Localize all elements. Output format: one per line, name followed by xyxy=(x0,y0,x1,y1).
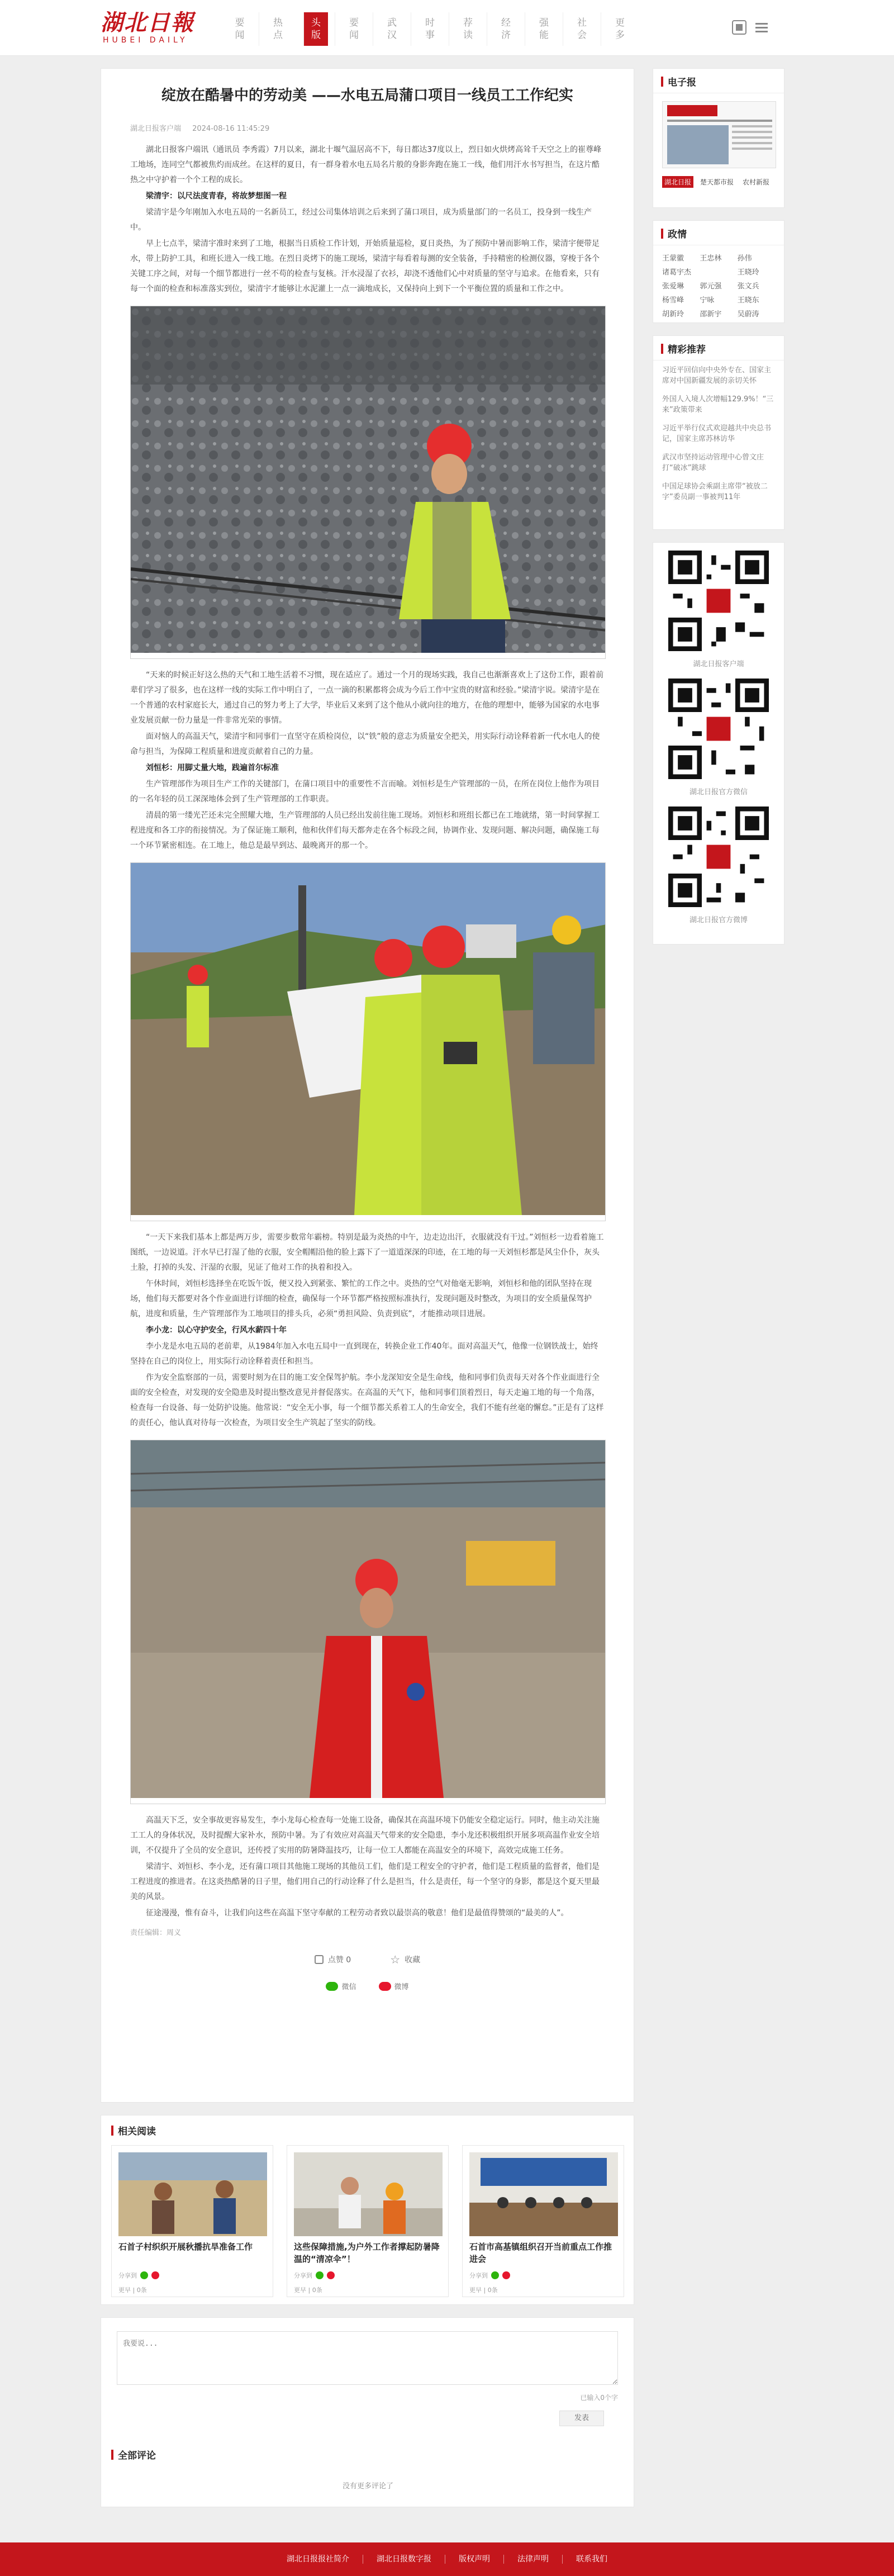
nav-item[interactable]: 时 事 xyxy=(411,12,449,46)
related-card-time: 更早 | 0条 xyxy=(118,2286,147,2294)
wechat-icon[interactable] xyxy=(491,2271,499,2279)
recommend-panel xyxy=(653,335,784,530)
footer-link[interactable]: 联系我们 xyxy=(576,2555,607,2564)
comments-empty: 没有更多评论了 xyxy=(342,2482,393,2490)
epaper-thumbnail[interactable] xyxy=(662,101,776,168)
related-card-src: 分享到 xyxy=(118,2272,137,2279)
nav-item[interactable]: 更 多 xyxy=(601,12,639,46)
epaper-tab[interactable]: 楚天都市报 xyxy=(700,178,734,186)
official-link[interactable]: 张文兵 xyxy=(737,282,759,291)
para: 梁清宇、刘恒杉、李小龙，还有蒲口项目其他施工现场的其他员工们，他们是工程安全的守护者，他们是工程质量的监督者，他们是工程进度的推进者。在这炎热酷暑的日子里，他们用自己的行动诠释了什么是担当，什么是责任，每一个坚守的身影，都是这个夏天里最美的风景。 xyxy=(130,1862,600,1901)
weibo-icon[interactable] xyxy=(151,2271,159,2279)
official-link[interactable]: 王晓东 xyxy=(737,296,759,305)
related-card-title: 石首子村织织开展秋播抗旱准备工作 xyxy=(118,2242,253,2252)
send-comment-button[interactable]: 发表 xyxy=(559,2411,604,2426)
qrcode-icon[interactable] xyxy=(732,20,746,35)
qr-code-app xyxy=(668,551,769,651)
qr-label: 湖北日报客户端 xyxy=(693,660,744,668)
nav-item[interactable]: 要 闻 xyxy=(235,17,245,41)
officials-list xyxy=(653,245,784,325)
related-card[interactable] xyxy=(111,2145,273,2297)
subheading: 刘恒杉：用脚丈量大地，践遍首尔标准 xyxy=(146,763,279,772)
nav-item[interactable]: 强 能 xyxy=(525,12,563,46)
section-marker xyxy=(661,229,663,239)
para: “一天下来我们基本上都是两万步，需要步数常年霸榜。特别是最为炎热的中午，边走边出汗，衣服就没有干过。”刘恒杉一边看着施工图纸，一边说道。汗水早已打湿了他的衣服，安全帽帽沿他的脸上露下了一道道深深的印迹，在工地的每一天刘恒杉都是风尘仆仆，灰头土脸，打掉的头发、汗湿的衣服，见证了他对工作的执着和投入。 xyxy=(130,1233,604,1272)
nav-item[interactable]: 荐 读 xyxy=(449,12,487,46)
para: 作为安全监察部的一员，需要时刻为在目的施工安全保驾护航。李小龙深知安全是生命线，他和同事们负责每天对各个作业面进行全面的安全检查，对发现的安全隐患及时提出整改意见并督促落实。在高温的天气下，他和同事们顶着烈日，每天走遍工地的每一个角落，检查每一台设备、每一处防护设施。他常说：“安全无小事，每一个细节都关系着工人的生命安全，我们不能有丝毫的懈怠。”正是有了这样的责任心，他认真对待每一次检查，为项目安全生产筑起了坚实的防线。 xyxy=(130,1373,604,1427)
official-link[interactable]: 王忠林 xyxy=(700,254,722,263)
section-marker xyxy=(111,2450,113,2460)
nav-item[interactable]: 经 济 xyxy=(487,12,525,46)
para: 面对恼人的高温天气，梁清宇和同事们一直坚守在质检岗位，以“铁”般的意志为质量安全把关，用实际行动诠释着新一代水电人的使命与担当，为保障工程质量和进度贡献着自己的力量。 xyxy=(130,732,600,756)
para: 梁清宇是今年刚加入水电五局的一名新员工，经过公司集体培训之后来到了蒲口项目，成为质量部门的一名员工，投身到一线生产中。 xyxy=(130,208,592,232)
article-panel xyxy=(101,68,634,2103)
official-link[interactable]: 孙伟 xyxy=(737,254,752,263)
menu-icon[interactable] xyxy=(754,20,769,35)
recommend-link[interactable]: 外国人入境人次增幅129.9%！“三来”政策带来 xyxy=(662,395,774,414)
official-link[interactable]: 吴蔚涛 xyxy=(737,310,759,319)
related-card-image xyxy=(469,2152,618,2236)
official-link[interactable]: 王晓玲 xyxy=(737,268,759,277)
para: 李小龙是水电五局的老前辈，从1984年加入水电五局中一直到现在，转换企业工作40年。面对高温天气，他像一位钢铁战士，始终坚持在自己的岗位上，用实际行动诠释着责任和担当。 xyxy=(130,1342,598,1366)
all-comments-title: 全部评论 xyxy=(118,2450,156,2461)
related-title: 相关阅读 xyxy=(118,2126,156,2137)
recommend-link[interactable]: 习近平回信向中央外专在、国家主席对中国新疆发展的亲切关怀 xyxy=(662,366,772,385)
collect-button[interactable] xyxy=(390,1954,420,1965)
epaper-tab[interactable]: 湖北日报 xyxy=(662,176,693,188)
official-link[interactable]: 杨雪峰 xyxy=(662,296,684,305)
qr-panel xyxy=(653,542,784,945)
para: 生产管理部作为项目生产工作的关键部门，在蒲口项目中的重要性不言而喻。刘恒杉是生产管理部的一员，在所在岗位上他作为项目的一名年轻的员工深深地体会到了生产管理部的工作职责。 xyxy=(130,780,600,804)
section-marker xyxy=(661,77,663,87)
footer-link[interactable]: 法律声明 xyxy=(504,2555,563,2564)
recommend-list xyxy=(653,360,784,516)
editor-credit: 责任编辑：周义 xyxy=(130,1929,182,1937)
weibo-icon[interactable] xyxy=(502,2271,510,2279)
related-cards xyxy=(101,2145,634,2297)
para: 午休时间，刘恒杉选择坐在吃饭午饭，便又投入到紧张、繁忙的工作之中。炎热的空气对他毫无影响，刘恒杉和他的团队坚持在现场，他们每天都要对各个作业面进行详细的检查，确保每一个环节都严格按照标准执行，发现问题及时整改，为项目的安全质量保驾护航，进度和质量，生产管理部作为工地项目的排头兵，必须“勇担风险、负责到底”，才能推动项目进展。 xyxy=(130,1279,592,1318)
official-link[interactable]: 张爱琳 xyxy=(662,282,684,291)
recommend-link[interactable]: 武汉市坚持运动管理中心曾文庄打“破冰”跳球 xyxy=(662,453,764,472)
para: “天来的时候正好这么热的天气和工地生活着不习惯，现在适应了。通过一个月的现场实践，我自己也渐渐喜欢上了这份工作，跟着前辈们学习了很多，也在这样一线的实际工作中明白了，一点一滴的积累都将会成为今后工作中宝贵的财富和经验。”梁清宇说。梁清宇是在一个普通的农村家庭长大，通过自己的努力考上了大学，毕业后又来到了这个他从小就向往的地方，在他的理想中，能够为国家的水电事业发展贡献一份力量是一件非常光荣的事情。 xyxy=(130,671,604,725)
nav-item[interactable]: 热 点 xyxy=(259,12,297,46)
footer xyxy=(0,2542,894,2576)
para: 高温天下乏，安全事故更容易发生，李小龙每心检查每一处施工设备，确保其在高温环境下仍能安全稳定运行。同时，他主动关注施工工人的身体状况，及时提醒大家补水，预防中暑。为了有效应对高温天气带来的安全隐患，李小龙还积极组织开展多项高温作业安全培训，不仅提升了全员的安全意识，还传授了实用的防暑降温技巧，让每一位工人都能在高温安全的环境下，高效完成施工任务。 xyxy=(130,1816,600,1855)
article-source: 湖北日报客户端 xyxy=(130,125,182,133)
qr-code-weibo xyxy=(668,807,769,907)
main-nav xyxy=(221,12,639,46)
photo-workers-drawing xyxy=(130,862,606,1221)
related-card-src: 分享到 xyxy=(469,2272,488,2279)
article-meta xyxy=(130,124,634,135)
qr-code-wechat xyxy=(668,679,769,779)
nav-item[interactable]: 要 闻 xyxy=(335,12,373,46)
nav-item[interactable]: 社 会 xyxy=(563,12,601,46)
section-marker xyxy=(111,2126,113,2136)
official-link[interactable]: 郭元强 xyxy=(700,282,722,291)
para: 征途漫漫，惟有奋斗，让我们向这些在高温下坚守奉献的工程劳动者致以最崇高的敬意！他们是最值得赞颂的“最美的人”。 xyxy=(146,1909,569,1918)
related-card-image xyxy=(118,2152,267,2236)
section-marker xyxy=(661,344,663,354)
officials-title: 政情 xyxy=(668,229,687,240)
related-card-time: 更早 | 0条 xyxy=(294,2286,322,2294)
footer-link[interactable]: 湖北日报数字报 xyxy=(363,2555,445,2564)
official-link[interactable]: 诸葛宇杰 xyxy=(662,268,692,277)
related-card-title: 这些保障措施,为户外工作者撑起防暑降温的“清凉伞”！ xyxy=(294,2242,440,2264)
related-card-time: 更早 | 0条 xyxy=(469,2286,498,2294)
para: 早上七点半，梁清宇准时来到了工地，根据当日质检工作计划，开始质量巡检，夏日炎热，为了预防中暑而影响工作，梁清宇便带足水，带上防护工具，和班长进入一线工地。在烈日炎烤下的施工现场，梁清宇每看着每测的安全装备，手持精密的检测仪器，穿梭于各个关键工序之间，对每一个细节都进行一丝不苟的检查与复核。汗水浸湿了衣衫，却浇不透他们心中对质量的坚守与追求。在他看来，只有每一个面的检查和标准落实到位，梁清宇才能够让水泥灌上一点一滴地成长，又保持向上到下一个平衡位置的质量和工作之中。 xyxy=(130,239,600,293)
article-title: 绽放在酷暑中的劳动美 ——水电五局蒲口项目一线员工工作纪实 xyxy=(161,87,574,104)
related-panel xyxy=(101,2115,634,2305)
weibo-icon xyxy=(379,1982,391,1991)
collect-label: 收藏 xyxy=(405,1956,421,1965)
nav-item-active[interactable]: 头 版 xyxy=(303,12,328,46)
para: 湖北日报客户端讯（通讯员 李秀霞）7月以来，湖北十堰气温居高不下，每日都达37度以上，烈日如火烘烤高耸千天空之上的崔尊峰工地场，连同空气都被焦灼而成丝。在这样的夏日，有一群身着水电五局名片般的身影奔跑在施工一线，他们用汗水书写担当，在这片酷热之中守护着一个个工程的成长。 xyxy=(130,145,602,184)
share-wechat-button[interactable]: 微信 xyxy=(326,1981,356,1991)
comment-input[interactable] xyxy=(117,2331,618,2385)
logo-cn: 湖北日報 xyxy=(101,10,194,36)
wechat-icon[interactable] xyxy=(140,2271,148,2279)
article-date: 2024-08-16 11:45:29 xyxy=(192,125,270,133)
wechat-icon[interactable] xyxy=(316,2271,324,2279)
epaper-tabs xyxy=(662,176,775,188)
star-icon: ☆ xyxy=(390,1953,401,1966)
share-row xyxy=(101,1981,634,1991)
epaper-tab[interactable]: 农村新报 xyxy=(743,178,770,186)
subheading: 梁清宇：以尺法度青春，将故梦想图一程 xyxy=(146,192,287,201)
top-bar xyxy=(0,0,894,56)
thumb-up-icon xyxy=(315,1955,324,1964)
comment-char-count: 已输入0个字 xyxy=(580,2394,618,2402)
epaper-panel xyxy=(653,68,784,208)
site-logo[interactable] xyxy=(101,10,201,49)
officials-panel xyxy=(653,220,784,323)
related-card-image xyxy=(294,2152,443,2236)
official-link[interactable]: 胡新玲 xyxy=(662,310,684,319)
like-button[interactable] xyxy=(315,1954,351,1965)
photo-worker-rocks xyxy=(130,306,606,659)
article-body xyxy=(130,143,605,1921)
related-card-src: 分享到 xyxy=(294,2272,312,2279)
like-label: 点赞 0 xyxy=(327,1956,351,1965)
share-weibo-button[interactable]: 微博 xyxy=(379,1981,409,1991)
official-link[interactable] xyxy=(700,266,737,277)
official-link[interactable]: 宁咏 xyxy=(700,296,715,305)
wechat-icon xyxy=(326,1982,338,1991)
recommend-link[interactable]: 习近平举行仪式欢迎越共中央总书记，国家主席苏林访华 xyxy=(662,424,772,443)
official-link[interactable]: 邵新宇 xyxy=(700,310,722,319)
para: 清晨的第一缕光芒还未完全照耀大地，生产管理部的人员已经出发前往施工现场。刘恒杉和班组长都已在工地就绪，第一时间掌握工程进度和各工序的衔接情况。为了保证施工顺利，他和伙伴们每天都奔走在各个标段之间，协调作业、发现问题、解决问题，确保施工每一个环节紧密相连。在工地上，他总是最早到达、最晚离开的那一个。 xyxy=(130,811,600,850)
related-card[interactable] xyxy=(287,2145,449,2297)
epaper-title: 电子报 xyxy=(668,77,696,88)
footer-link[interactable]: 湖北日报报社简介 xyxy=(273,2555,363,2564)
qr-label: 湖北日报官方微博 xyxy=(689,916,748,924)
weibo-icon[interactable] xyxy=(327,2271,335,2279)
logo-en: HUBEI DAILY xyxy=(103,36,188,45)
photo-safety-officer xyxy=(130,1440,606,1804)
recommend-link[interactable]: 中国足球协会乘副主席带“被放二字”委员副一事被判11年 xyxy=(662,482,768,501)
recommend-title: 精彩推荐 xyxy=(668,344,706,355)
comment-panel xyxy=(101,2317,634,2507)
subheading: 李小龙：以心守护安全，行风水薪四十年 xyxy=(146,1326,287,1335)
official-link[interactable]: 王蒙徽 xyxy=(662,254,684,263)
nav-item[interactable]: 武 汉 xyxy=(373,12,411,46)
related-card-title: 石首市高基镇组织召开当前重点工作推进会 xyxy=(469,2242,612,2264)
article-actions xyxy=(101,1954,634,1965)
header-tools xyxy=(732,20,769,35)
qr-label: 湖北日报官方微信 xyxy=(689,788,748,796)
related-card[interactable] xyxy=(462,2145,624,2297)
footer-link[interactable]: 版权声明 xyxy=(445,2555,504,2564)
